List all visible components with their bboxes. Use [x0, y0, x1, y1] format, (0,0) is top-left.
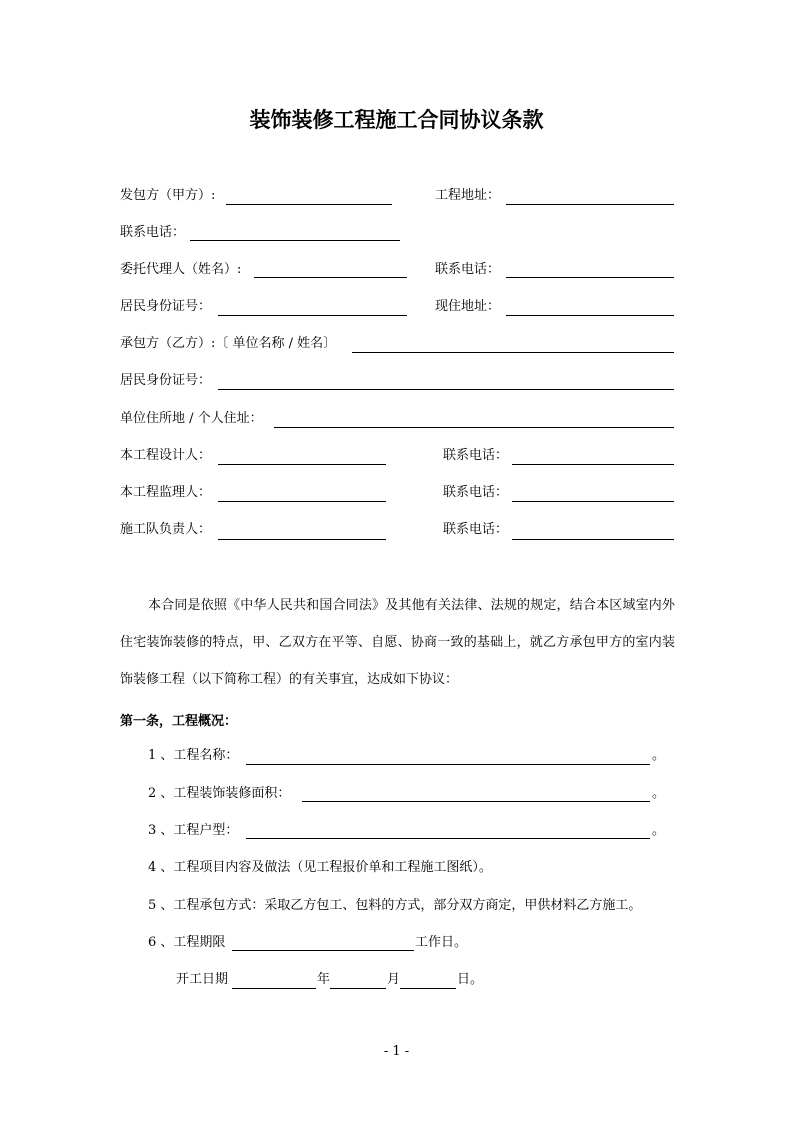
item4-text: 4 、工程项目内容及做法（见工程报价单和工程施工图纸）。	[148, 860, 492, 875]
item6-label: 6 、工程期限	[148, 935, 226, 950]
project-address-label: 工程地址：	[435, 188, 501, 203]
page-number: - 1 -	[383, 1044, 410, 1059]
designer-phone-label: 联系电话：	[443, 448, 509, 463]
start-day-blank[interactable]	[400, 988, 456, 989]
document-title: 装饰装修工程施工合同协议条款	[249, 108, 544, 132]
contractor-blank[interactable]	[352, 352, 674, 353]
layout-blank[interactable]	[246, 838, 650, 839]
contractor-id-blank[interactable]	[218, 389, 674, 390]
agent-id-label: 居民身份证号：	[120, 299, 212, 314]
client-label: 发包方（甲方）:	[120, 188, 216, 203]
contractor-address-label: 单位住所地 / 个人住址：	[120, 411, 263, 426]
supervisor-label: 本工程监理人：	[120, 485, 212, 500]
team-leader-label: 施工队负责人：	[120, 522, 212, 537]
supervisor-phone-blank[interactable]	[512, 501, 674, 502]
item3-period: 。	[652, 823, 666, 838]
day-label: 日。	[457, 972, 484, 987]
contractor-id-label: 居民身份证号：	[120, 373, 212, 388]
agent-phone-blank[interactable]	[506, 277, 674, 278]
designer-label: 本工程设计人：	[120, 448, 212, 463]
start-date-label: 开工日期	[176, 972, 229, 987]
month-label: 月	[387, 972, 401, 987]
supervisor-phone-label: 联系电话：	[443, 485, 509, 500]
client-phone-label: 联系电话：	[120, 225, 186, 240]
year-label: 年	[317, 972, 331, 987]
project-name-blank[interactable]	[246, 764, 650, 765]
designer-phone-blank[interactable]	[512, 464, 674, 465]
item1-label: 1 、工程名称：	[148, 748, 239, 763]
item2-period: 。	[652, 786, 666, 801]
agent-label: 委托代理人（姓名）:	[120, 262, 242, 277]
start-year-blank[interactable]	[232, 988, 316, 989]
agent-id-blank[interactable]	[218, 315, 407, 316]
team-leader-blank[interactable]	[218, 539, 386, 540]
project-address-blank[interactable]	[506, 204, 674, 205]
designer-blank[interactable]	[218, 464, 386, 465]
team-leader-phone-label: 联系电话：	[443, 522, 509, 537]
agent-blank[interactable]	[254, 277, 407, 278]
agent-address-blank[interactable]	[506, 315, 674, 316]
period-blank[interactable]	[232, 950, 414, 951]
intro-paragraph: 本合同是依照《中华人民共和国合同法》及其他有关法律、法规的规定，结合本区域室内外住宅装饰装修的特点，甲、乙双方在平等、自愿、协商一致的基础上，就乙方承包甲方的室内装饰装修工程（以下简称工程）的有关事宜，达成如下协议：	[120, 598, 675, 687]
supervisor-blank[interactable]	[218, 501, 386, 502]
client-blank[interactable]	[226, 204, 392, 205]
contractor-label: 承包方（乙方）:〔 单位名称 / 姓名〕	[120, 336, 337, 351]
item1-period: 。	[652, 748, 666, 763]
team-leader-phone-blank[interactable]	[512, 539, 674, 540]
item3-label: 3 、工程户型：	[148, 823, 239, 838]
start-month-blank[interactable]	[330, 988, 386, 989]
item5-text: 5 、工程承包方式：采取乙方包工、包料的方式，部分双方商定，甲供材料乙方施工。	[148, 898, 642, 913]
client-phone-blank[interactable]	[190, 240, 400, 241]
article1-heading: 第一条，工程概况：	[120, 714, 238, 729]
contractor-address-blank[interactable]	[274, 427, 674, 428]
agent-phone-label: 联系电话：	[435, 262, 501, 277]
area-blank[interactable]	[302, 801, 650, 802]
agent-address-label: 现住地址：	[435, 299, 501, 314]
item6-suffix: 工作日。	[415, 935, 468, 950]
item2-label: 2 、工程装饰装修面积：	[148, 786, 291, 801]
